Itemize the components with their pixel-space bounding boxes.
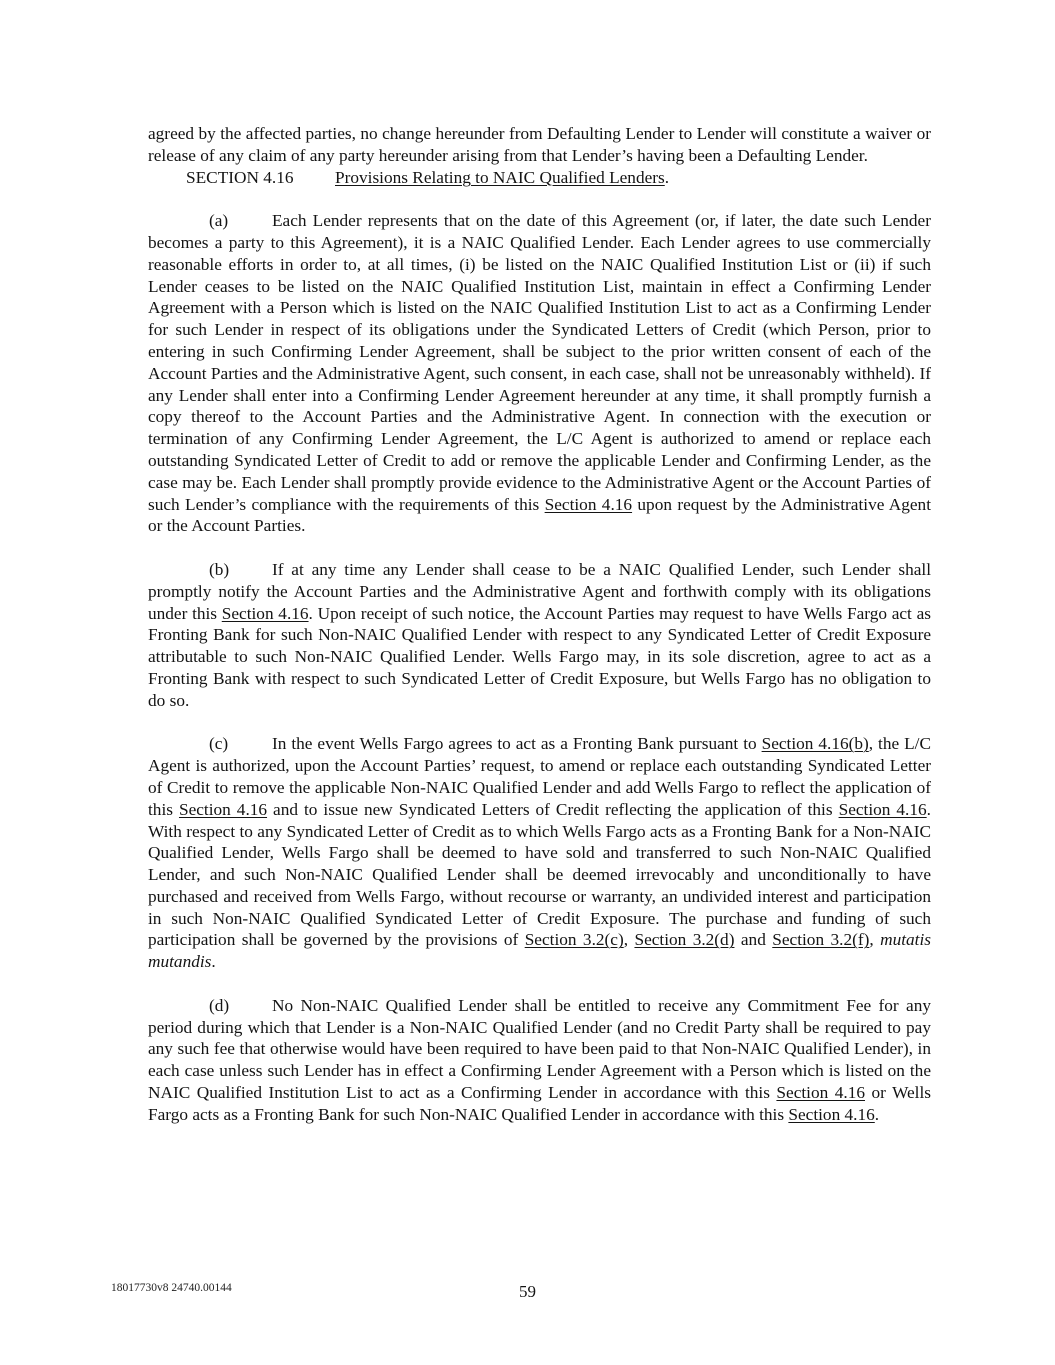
separator: and: [734, 930, 773, 950]
section-reference: Section 4.16: [788, 1104, 875, 1124]
paragraph-c-end: .: [211, 952, 216, 972]
section-heading: [148, 167, 931, 189]
document-body: [148, 123, 931, 1126]
paragraph-d-end: .: [874, 1104, 880, 1124]
paragraph-d-text: or Wells Fargo acts as a Fronting Bank for such Non-NAIC Qualified Lender in accordance with this: [148, 1083, 931, 1124]
separator: ,: [869, 930, 881, 950]
section-reference: Section 4.16: [178, 799, 268, 819]
section-reference: Section 3.2(f): [772, 930, 870, 950]
section-reference: Section 4.16(b): [761, 734, 869, 754]
section-reference: Section 4.16: [221, 603, 309, 623]
italic-phrase: mutatis mutandis: [148, 930, 931, 972]
paragraph-d-label: (d): [209, 995, 230, 1015]
paragraph-c-text: . With respect to any Syndicated Letter of Credit as to which Wells Fargo acts as a Fronting Bank for a Non-NAIC Qualified Lender, Wells Fargo shall be deemed to have sold and transferred to such Non-NAIC Qualified Lender, and such Non-NAIC Qualified Lender shall be deemed irrevocably and unconditionally to have purchased and received from Wells Fargo, without recourse or warranty, an undivided interest and participation in such Non-NAIC Qualified Syndicated Letter of Credit Exposure. The purchase and funding of such participation shall be governed by the provisions of: [148, 799, 931, 950]
section-reference: Section 4.16: [544, 494, 633, 514]
paragraph-c-text: , the L/C Agent is authorized, upon the Account Parties’ request, to amend or replace each outstanding Syndicated Letter of Credit to remove the applicable Non-NAIC Qualified Lender and add Wells Fargo to reflect the application of this: [148, 734, 931, 819]
paragraph-d: [148, 995, 931, 1126]
section-title-suffix: .: [664, 167, 670, 187]
separator: ,: [623, 930, 635, 950]
paragraph-c: [148, 733, 931, 973]
paragraph-c-text: In the event Wells Fargo agrees to act as a Fronting Bank pursuant to: [272, 734, 762, 754]
page-number: 59: [519, 1282, 536, 1301]
section-reference: Section 4.16: [776, 1083, 865, 1103]
paragraph-a: [148, 210, 931, 537]
paragraph-b-label: (b): [209, 559, 230, 579]
paragraph-d-text: No Non-NAIC Qualified Lender shall be entitled to receive any Commitment Fee for any period during which that Lender is a Non-NAIC Qualified Lender (and no Credit Party shall be required to pay any such fee that otherwise would have been required to have been paid to that Non-NAIC Qualified Lender), in each case unless such Lender has in effect a Confirming Lender Agreement with a Person which is listed on the NAIC Qualified Institution List to act as a Confirming Lender in accordance with this: [148, 995, 931, 1103]
paragraph-b-text: If at any time any Lender shall cease to be a NAIC Qualified Lender, such Lender shall promptly notify the Account Parties and the Administrative Agent and forthwith comply with its obligations under this: [148, 559, 931, 623]
document-id: 18017730v8 24740.00144: [111, 1282, 232, 1294]
paragraph-b: [148, 559, 931, 712]
paragraph-a-text: Each Lender represents that on the date of this Agreement (or, if later, the date such Lender becomes a party to this Agreement), it is a NAIC Qualified Lender. Each Lender agrees to use commercially reasonable efforts in order to, at all times, (i) be listed on the NAIC Qualified Institution List or (ii) if such Lender ceases to be listed on the NAIC Qualified Institution List, maintain in effect a Confirming Lender Agreement with a Person which is listed on the NAIC Qualified Institution List to act as a Confirming Lender for such Lender in respect of its obligations under the Syndicated Letters of Credit (which Person, prior to entering in such Confirming Lender Agreement, shall be subject to the prior written consent of each of the Account Parties and the Administrative Agent, such consent, in each case, shall not be unreasonably withheld). If any Lender shall enter into a Confirming Lender Agreement hereunder at any time, it shall promptly furnish a copy thereof to the Account Parties and the Administrative Agent. In connection with the execution or termination of any Confirming Lender Agreement, the L/C Agent is authorized to amend or replace each outstanding Syndicated Letter of Credit to add or remove the applicable Lender and Confirming Lender, as the case may be. Each Lender shall promptly provide evidence to the Administrative Agent or the Account Parties of such Lender’s compliance with the requirements of this: [148, 211, 931, 514]
paragraph-a-label: (a): [209, 211, 229, 231]
intro-paragraph: [148, 123, 931, 167]
section-title: Provisions Relating to NAIC Qualified Lenders: [335, 167, 665, 187]
paragraph-c-text: and to issue new Syndicated Letters of Credit reflecting the application of this: [267, 799, 839, 819]
section-reference: Section 4.16: [838, 799, 927, 819]
paragraph-c-label: (c): [209, 734, 229, 754]
paragraph-b-text-end: . Upon receipt of such notice, the Account Parties may request to have Wells Fargo act as Fronting Bank for such Non-NAIC Qualified Lender with respect to any Syndicated Letter of Credit Exposure attributable to such Non-NAIC Qualified Lender. Wells Fargo may, in its sole discretion, agree to act as a Fronting Bank with respect to such Syndicated Letter of Credit Exposure, but Wells Fargo has no obligation to do so.: [148, 603, 931, 710]
section-reference: Section 3.2(c): [524, 930, 624, 950]
section-reference: Section 3.2(d): [634, 930, 735, 950]
section-number: SECTION 4.16: [186, 167, 294, 187]
paragraph-a-text-end: upon request by the Administrative Agent or the Account Parties.: [148, 494, 932, 536]
intro-text: agreed by the affected parties, no change hereunder from Defaulting Lender to Lender will constitute a waiver or release of any claim of any party hereunder arising from that Lender’s having been a Defaulting Lender.: [148, 124, 931, 165]
